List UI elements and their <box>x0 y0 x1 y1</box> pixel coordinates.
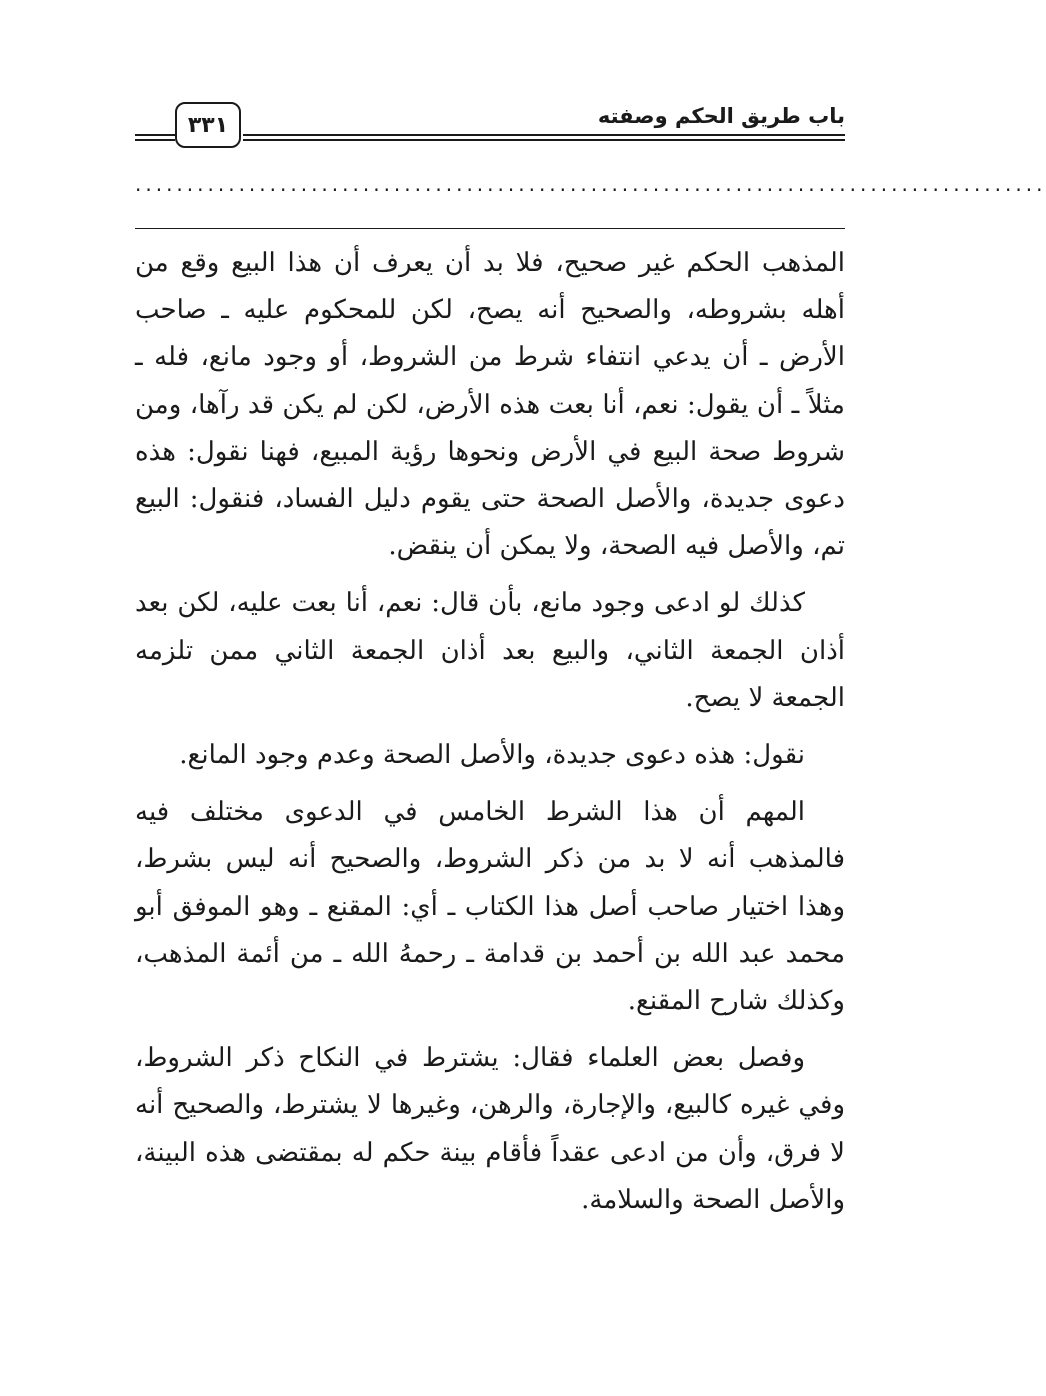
paragraph: نقول: هذه دعوى جديدة، والأصل الصحة وعدم وجود المانع. <box>179 740 805 771</box>
separator-line <box>135 228 845 229</box>
header-double-rule-left <box>135 134 175 141</box>
paragraph: المذهب الحكم غير صحيح، فلا بد أن يعرف أن هذا البيع وقع من أهله بشروطه، والصحيح أنه يصح، لكن للمحكوم عليه ـ صاحب الأرض ـ أن يدعي انتفاء شرط من الشروط، أو وجود مانع، فله ـ مثلاً ـ أن يقول: نعم، أنا بعت هذه الأرض، لكن لم يكن قد رآها، ومن شروط صحة البيع في الأرض ونحوها رؤية المبيع، فهنا نقول: هذه دعوى جديدة، والأصل الصحة حتى يقوم دليل الفساد، فنقول: البيع تم، والأصل فيه الصحة، ولا يمكن أن ينقض. <box>135 248 845 562</box>
paragraph: المهم أن هذا الشرط الخامس في الدعوى مختلف فيه فالمذهب أنه لا بد من ذكر الشروط، والصحيح أنه ليس بشرط، وهذا اختيار صاحب أصل هذا الكتاب ـ أي: المقنع ـ وهو الموفق أبو محمد عبد الله بن أحمد بن قدامة ـ رحمهُ الله ـ من أئمة المذهب، وكذلك شارح المقنع. <box>135 797 845 1017</box>
page-number: ٣٣١ <box>175 102 241 148</box>
header-double-rule <box>243 134 845 141</box>
running-title: باب طريق الحكم وصفته <box>597 104 845 128</box>
running-header <box>135 92 845 152</box>
paragraph: وفصل بعض العلماء فقال: يشترط في النكاح ذكر الشروط، وفي غيره كالبيع، والإجارة، والرهن، وغيرها لا يشترط، والصحيح أنه لا فرق، وأن من ادعى عقداً فأقام بينة حكم له بمقتضى هذه البينة، والأصل الصحة والسلامة. <box>135 1043 845 1215</box>
paragraph: كذلك لو ادعى وجود مانع، بأن قال: نعم، أنا بعت عليه، لكن بعد أذان الجمعة الثاني، والبيع بعد أذان الجمعة الثاني ممن تلزمه الجمعة لا يصح. <box>135 588 845 713</box>
body-text <box>135 240 845 1234</box>
ellipsis-dots: ........................................................................................ <box>135 172 1046 196</box>
